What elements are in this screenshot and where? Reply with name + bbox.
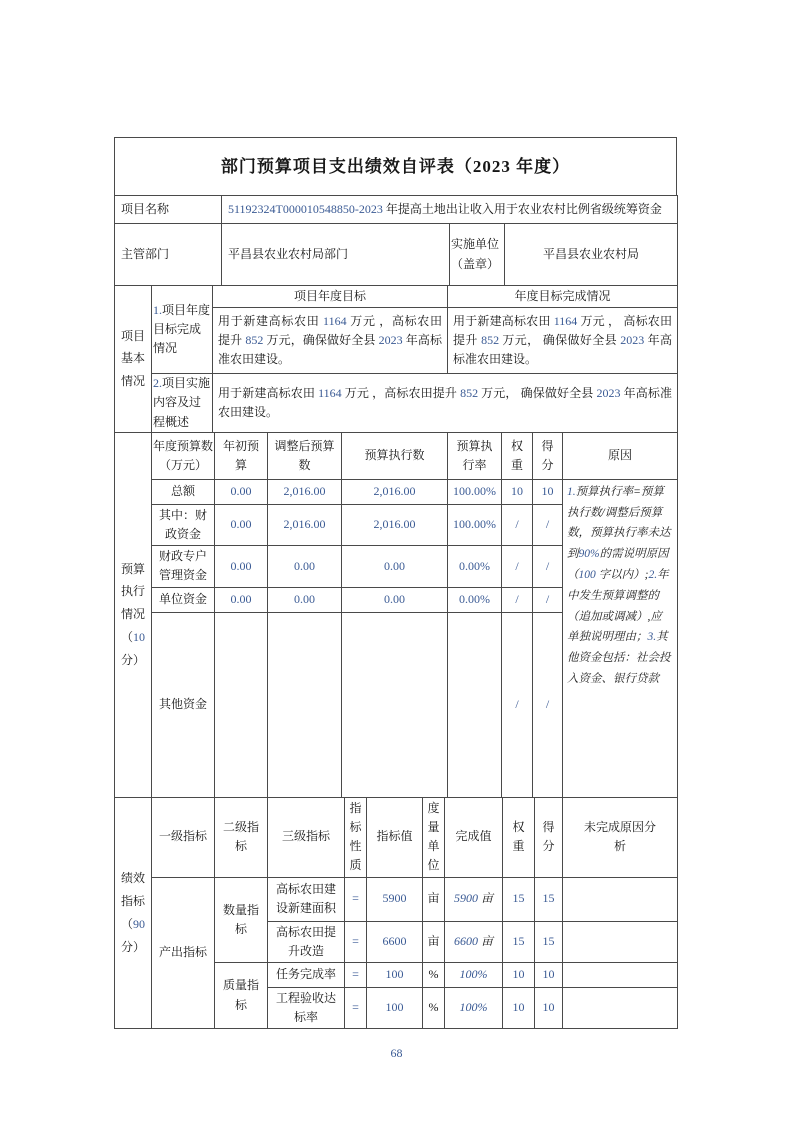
cell-value: 6600 (367, 921, 423, 962)
cell-weight: 10 (502, 479, 533, 504)
impl-desc-label: 2.项目实施内容及过程概述 (152, 374, 213, 433)
perf-col-level1: 一级指标 (152, 797, 215, 877)
perf-col-unit: 度量单位 (423, 797, 445, 877)
basic-section-label: 项目基本情况 (115, 286, 152, 433)
cell-nature: = (345, 987, 367, 1028)
cell-indicator: 高标农田建设新建面积 (268, 877, 345, 921)
cell-weight: 15 (503, 921, 535, 962)
cell-score: 10 (533, 479, 563, 504)
perf-col-level3: 三级指标 (268, 797, 345, 877)
cell-executed (342, 612, 448, 797)
cell-score: 15 (535, 921, 563, 962)
annual-goal-text: 用于新建高标农田 1164 万元 ，高标农田提升 852 万元，确保做好全县 2023 年高标准农田建设。 (213, 308, 448, 374)
budget-col-weight: 权重 (502, 432, 533, 479)
cell-completion: 100% (445, 962, 503, 987)
cell-unit: 亩 (423, 921, 445, 962)
cell-rate: 0.00% (448, 546, 502, 587)
perf-col-level2: 二级指标 (215, 797, 268, 877)
cell-weight: / (502, 504, 533, 545)
cell-adjusted: 2,016.00 (268, 504, 342, 545)
cell-weight: 10 (503, 987, 535, 1028)
cell-adjusted (268, 612, 342, 797)
dept-value: 平昌县农业农村局部门 (222, 224, 450, 286)
cell-indicator: 高标农田提升改造 (268, 921, 345, 962)
impl-unit-label: 实施单位 （盖章） (450, 224, 505, 286)
cell-initial: 0.00 (215, 546, 268, 587)
cell-indicator: 工程验收达标率 (268, 987, 345, 1028)
perf-col-weight: 权重 (503, 797, 535, 877)
cell-unit: % (423, 962, 445, 987)
budget-col-executed: 预算执行数 (342, 432, 448, 479)
goal-row-label: 1.项目年度目标完成情况 (152, 286, 213, 374)
cell-initial: 0.00 (215, 504, 268, 545)
cell-analysis (563, 962, 678, 987)
cell-score: 10 (535, 962, 563, 987)
cell-value: 100 (367, 962, 423, 987)
page-title: 部门预算项目支出绩效自评表（2023 年度） (115, 138, 677, 196)
cell-adjusted: 0.00 (268, 587, 342, 612)
budget-col-adjusted: 调整后预算数 (268, 432, 342, 479)
cell-indicator: 任务完成率 (268, 962, 345, 987)
perf-level1-output: 产出指标 (152, 877, 215, 1029)
department-table (114, 223, 678, 286)
cell-analysis (563, 877, 678, 921)
cell-rate: 0.00% (448, 587, 502, 612)
cell-executed: 2,016.00 (342, 504, 448, 545)
perf-col-analysis: 未完成原因分析 (563, 797, 678, 877)
budget-col-annual: 年度预算数（万元） (152, 432, 215, 479)
performance-table (114, 797, 678, 1030)
budget-row-label: 单位资金 (152, 587, 215, 612)
dept-label: 主管部门 (115, 224, 222, 286)
goal-completion-header: 年度目标完成情况 (448, 286, 678, 308)
perf-col-score: 得分 (535, 797, 563, 877)
project-name-value: 51192324T000010548850-2023 年提高土地出让收入用于农业农村比例省级统筹资金 (222, 196, 678, 224)
budget-section-label: 预算执行情况（10分） (115, 432, 152, 797)
cell-nature: = (345, 921, 367, 962)
cell-value: 100 (367, 987, 423, 1028)
cell-adjusted: 2,016.00 (268, 479, 342, 504)
budget-row-label: 财政专户管理资金 (152, 546, 215, 587)
perf-level2-quality: 质量指标 (215, 962, 268, 1028)
evaluation-table (114, 138, 677, 1029)
budget-row-total (115, 479, 678, 504)
cell-adjusted: 0.00 (268, 546, 342, 587)
perf-col-value: 指标值 (367, 797, 423, 877)
basic-info-table (114, 285, 678, 433)
budget-col-score: 得分 (533, 432, 563, 479)
perf-col-completion: 完成值 (445, 797, 503, 877)
perf-level2-quantity: 数量指标 (215, 877, 268, 962)
cell-initial (215, 612, 268, 797)
cell-executed: 2,016.00 (342, 479, 448, 504)
budget-table (114, 432, 678, 798)
cell-rate (448, 612, 502, 797)
cell-completion: 100% (445, 987, 503, 1028)
cell-score: 15 (535, 877, 563, 921)
cell-rate: 100.00% (448, 479, 502, 504)
goal-completion-text: 用于新建高标农田 1164 万元 ， 高标农田提升 852 万元， 确保做好全县 2023 年高标准农田建设。 (448, 308, 678, 374)
project-name-table (114, 195, 678, 224)
cell-weight: / (502, 612, 533, 797)
cell-executed: 0.00 (342, 546, 448, 587)
budget-col-initial: 年初预算 (215, 432, 268, 479)
cell-analysis (563, 921, 678, 962)
cell-completion: 6600 亩 (445, 921, 503, 962)
cell-nature: = (345, 877, 367, 921)
cell-rate: 100.00% (448, 504, 502, 545)
cell-value: 5900 (367, 877, 423, 921)
budget-row-label: 总额 (152, 479, 215, 504)
budget-row-label: 其他资金 (152, 612, 215, 797)
cell-unit: 亩 (423, 877, 445, 921)
cell-executed: 0.00 (342, 587, 448, 612)
budget-col-reason: 原因 (563, 432, 678, 479)
cell-score: / (533, 504, 563, 545)
impl-unit-value: 平昌县农业农村局 (505, 224, 678, 286)
title-table (114, 137, 677, 196)
cell-weight: / (502, 546, 533, 587)
cell-score: / (533, 587, 563, 612)
annual-goal-header: 项目年度目标 (213, 286, 448, 308)
cell-weight: / (502, 587, 533, 612)
budget-row-label: 其中：财政资金 (152, 504, 215, 545)
cell-completion: 5900 亩 (445, 877, 503, 921)
performance-section-label: 绩效指标（90分） (115, 797, 152, 1029)
project-name-label: 项目名称 (115, 196, 222, 224)
budget-col-rate: 预算执行率 (448, 432, 502, 479)
cell-weight: 15 (503, 877, 535, 921)
perf-col-nature: 指标性质 (345, 797, 367, 877)
cell-weight: 10 (503, 962, 535, 987)
perf-row-new-area (115, 877, 678, 921)
cell-unit: % (423, 987, 445, 1028)
cell-nature: = (345, 962, 367, 987)
cell-analysis (563, 987, 678, 1028)
cell-initial: 0.00 (215, 479, 268, 504)
budget-reason-text: 1.预算执行率=预算执行数/调整后预算数，预算执行率未达到90%的需说明原因（100 字以内）;2.年中发生预算调整的（追加或调减）,应单独说明理由；3.其他资金包括：社会投入资金、银行贷款 (563, 479, 678, 797)
cell-score: / (533, 546, 563, 587)
page-number: 68 (390, 1046, 403, 1060)
impl-desc-text: 用于新建高标农田 1164 万元 ，高标农田提升 852 万元， 确保做好全县 2023 年高标准农田建设。 (213, 374, 678, 433)
cell-score: 10 (535, 987, 563, 1028)
cell-score: / (533, 612, 563, 797)
cell-initial: 0.00 (215, 587, 268, 612)
